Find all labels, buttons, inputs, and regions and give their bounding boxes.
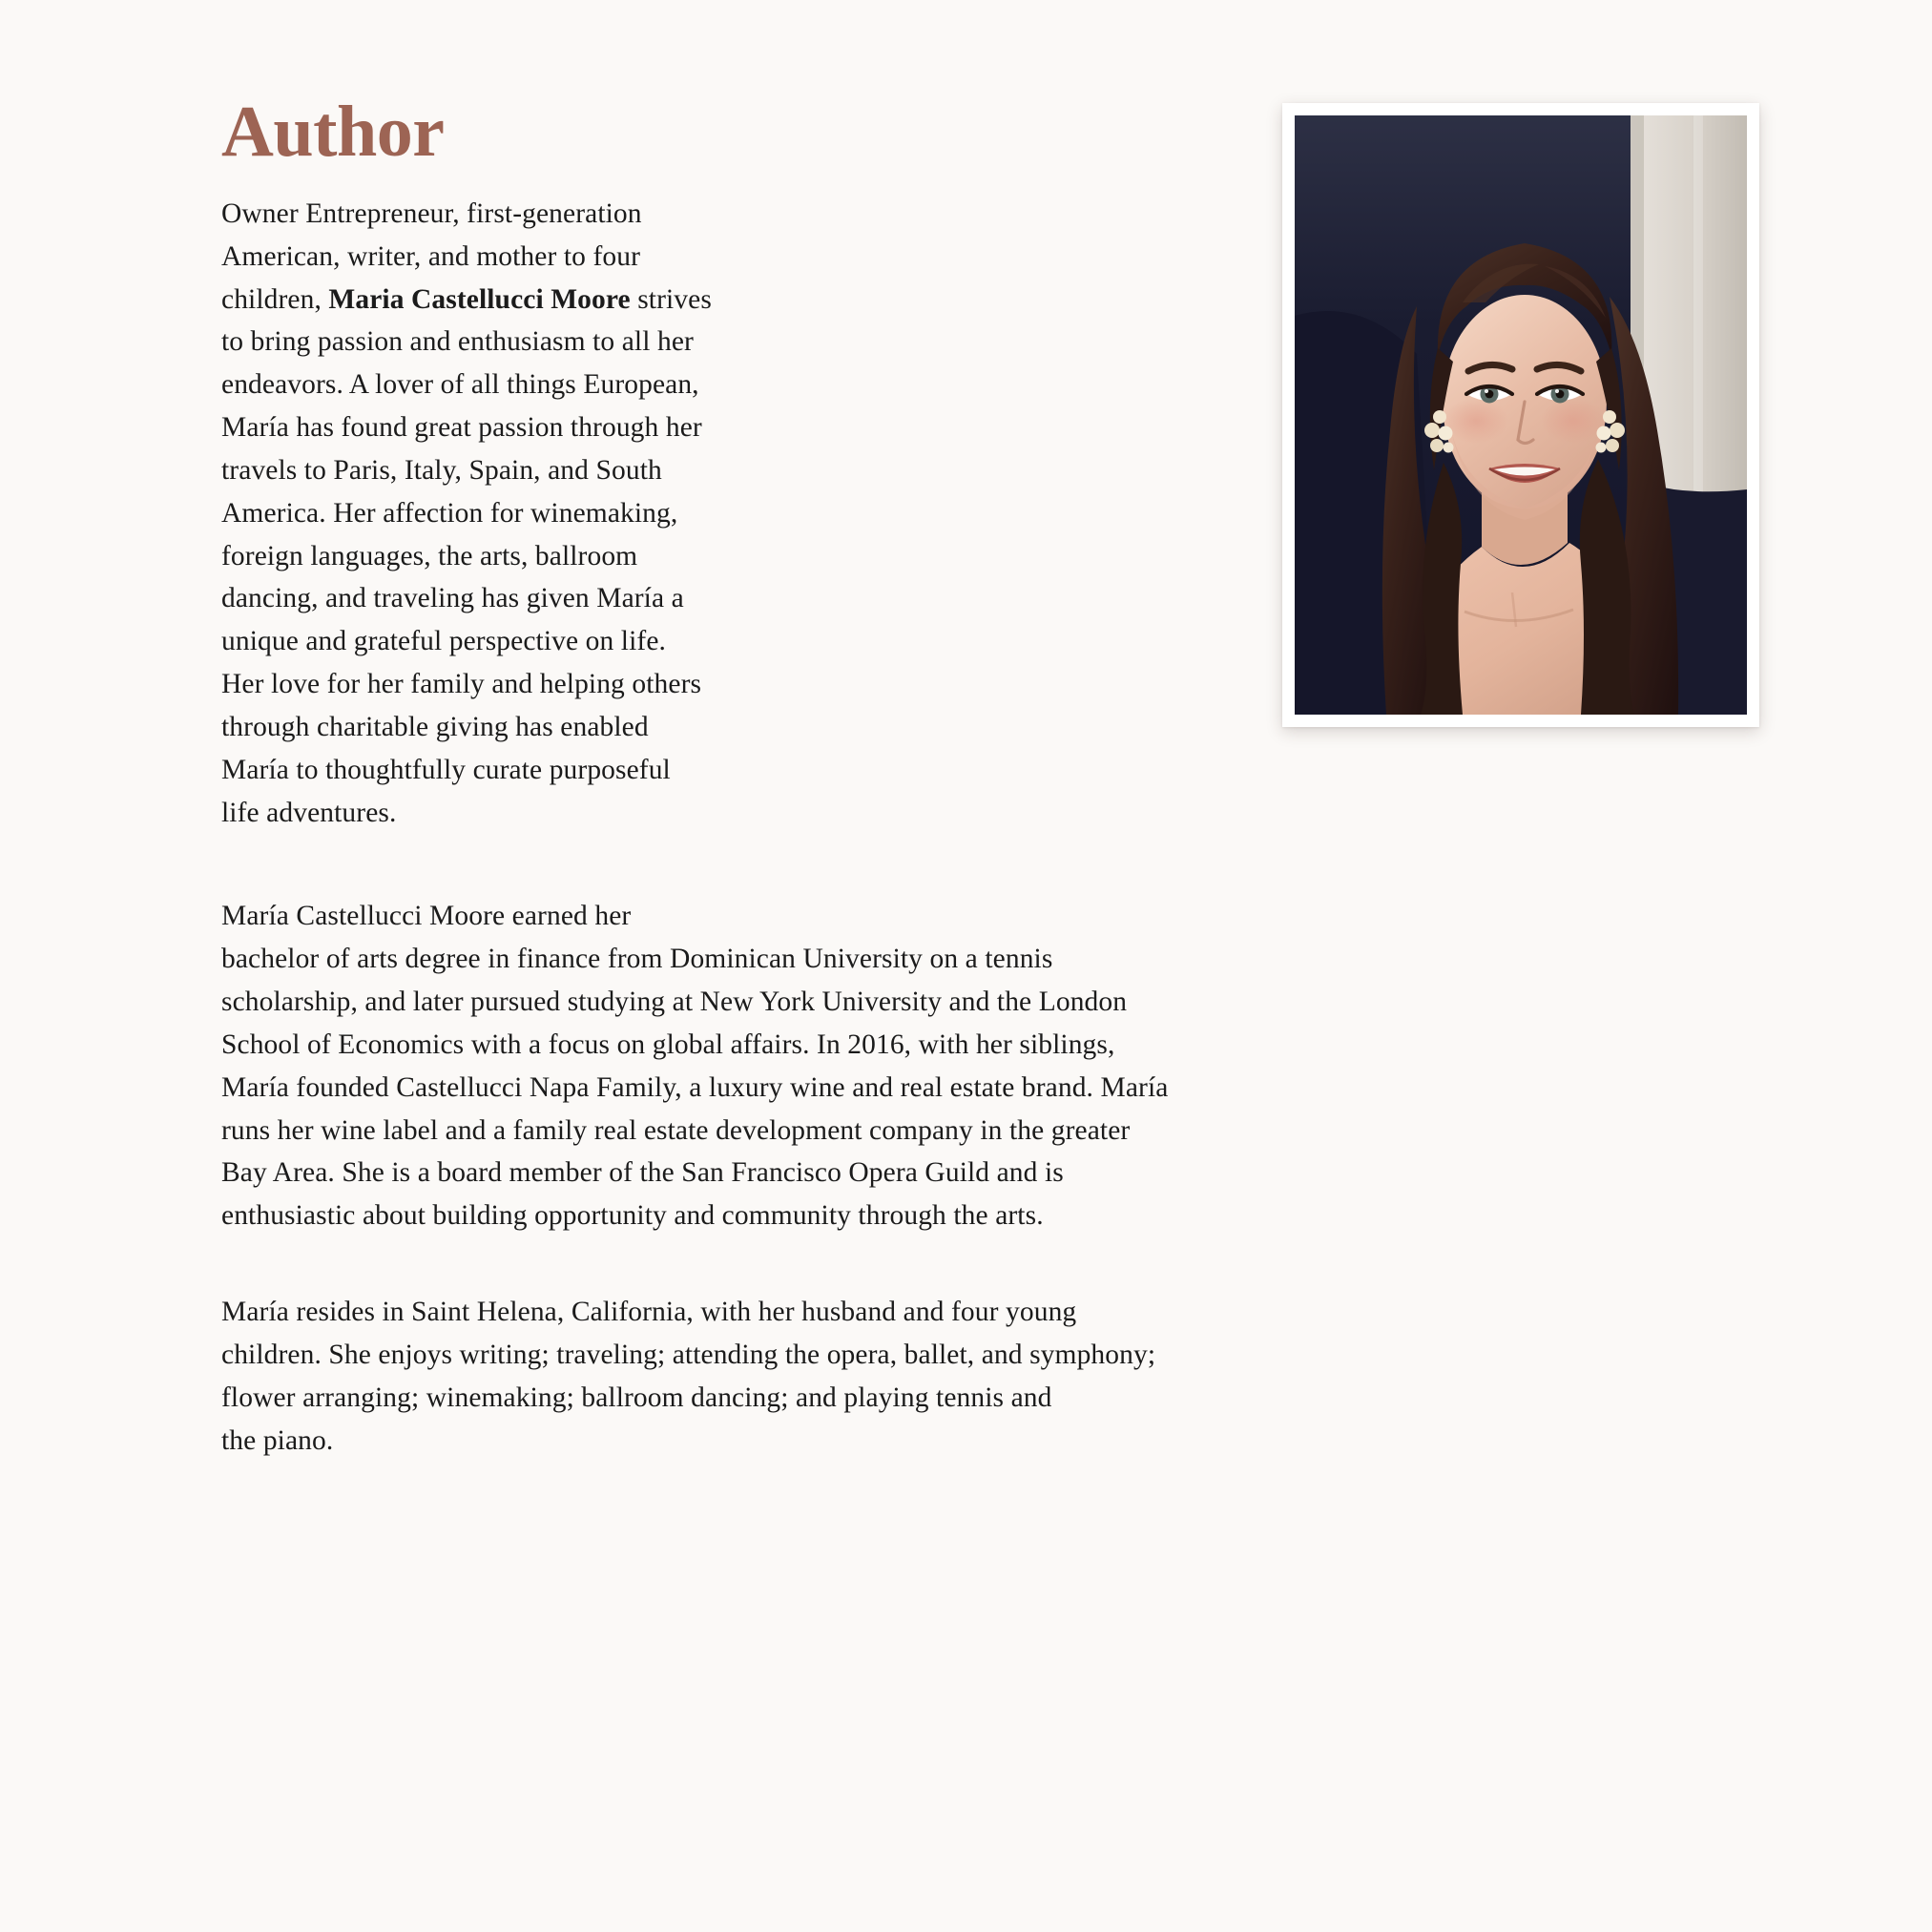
bio-paragraph-2: [221, 895, 1765, 1237]
bio-p3-line-3: flower arranging; winemaking; ballroom dancing; and playing tennis and: [221, 1381, 1052, 1413]
bio-p2-line-3: scholarship, and later pursued studying at New York University and the London: [221, 987, 1128, 1018]
bio-p3-line-4: the piano.: [221, 1424, 334, 1456]
author-portrait-frame: [1295, 115, 1747, 715]
bio-p1-line-6: María has found great passion through her: [221, 412, 702, 444]
bio-p1-line-3-pre: children,: [221, 283, 329, 315]
bio-p1-line-14: María to thoughtfully curate purposeful: [221, 754, 671, 785]
bio-p2-line-7: Bay Area. She is a board member of the San Francisco Opera Guild and is: [221, 1157, 1064, 1189]
bio-p1-line-10: dancing, and traveling has given María a: [221, 583, 684, 614]
bio-p1-line-15: life adventures.: [221, 797, 397, 828]
bio-p1-line-8: America. Her affection for winemaking,: [221, 497, 678, 529]
bio-p1-line-13: through charitable giving has enabled: [221, 711, 649, 742]
bio-paragraph-3: [221, 1291, 1765, 1462]
bio-paragraph-1: [221, 193, 775, 834]
bio-p3-line-2: children. She enjoys writing; traveling; attending the opera, ballet, and symphony;: [221, 1339, 1156, 1370]
bio-p1-line-2: American, writer, and mother to four: [221, 240, 641, 272]
bio-p1-line-7: travels to Paris, Italy, Spain, and South: [221, 454, 662, 486]
bio-p1-line-12: Her love for her family and helping others: [221, 669, 702, 700]
bio-p2-line-2: bachelor of arts degree in finance from Dominican University on a tennis: [221, 944, 1053, 975]
bio-p1-line-9: foreign languages, the arts, ballroom: [221, 540, 638, 571]
author-portrait-image: [1295, 115, 1747, 715]
bio-p1-line-4: to bring passion and enthusiasm to all her: [221, 326, 694, 358]
bio-p2-line-5: María founded Castellucci Napa Family, a luxury wine and real estate brand. María: [221, 1071, 1169, 1103]
bio-p2-line-8: enthusiastic about building opportunity and community through the arts.: [221, 1200, 1044, 1232]
bio-p1-line-5: endeavors. A lover of all things European,: [221, 369, 699, 401]
author-name-bold: Maria Castellucci Moore: [328, 283, 631, 315]
bio-p1-line-1: Owner Entrepreneur, first-generation: [221, 198, 642, 229]
bio-p3-line-1: María resides in Saint Helena, California, with her husband and four young: [221, 1297, 1077, 1328]
bio-p1-line-3-post: strives: [630, 283, 712, 315]
bio-p1-line-3: [221, 279, 775, 322]
bio-p2-line-6: runs her wine label and a family real estate development company in the greater: [221, 1114, 1131, 1146]
bio-p2-line-4: School of Economics with a focus on global affairs. In 2016, with her siblings,: [221, 1028, 1115, 1060]
page-title: Author: [221, 92, 445, 172]
author-portrait-figure: [1282, 103, 1759, 727]
bio-p2-line-1: María Castellucci Moore earned her: [221, 901, 632, 932]
bio-p1-line-11: unique and grateful perspective on life.: [221, 626, 666, 657]
